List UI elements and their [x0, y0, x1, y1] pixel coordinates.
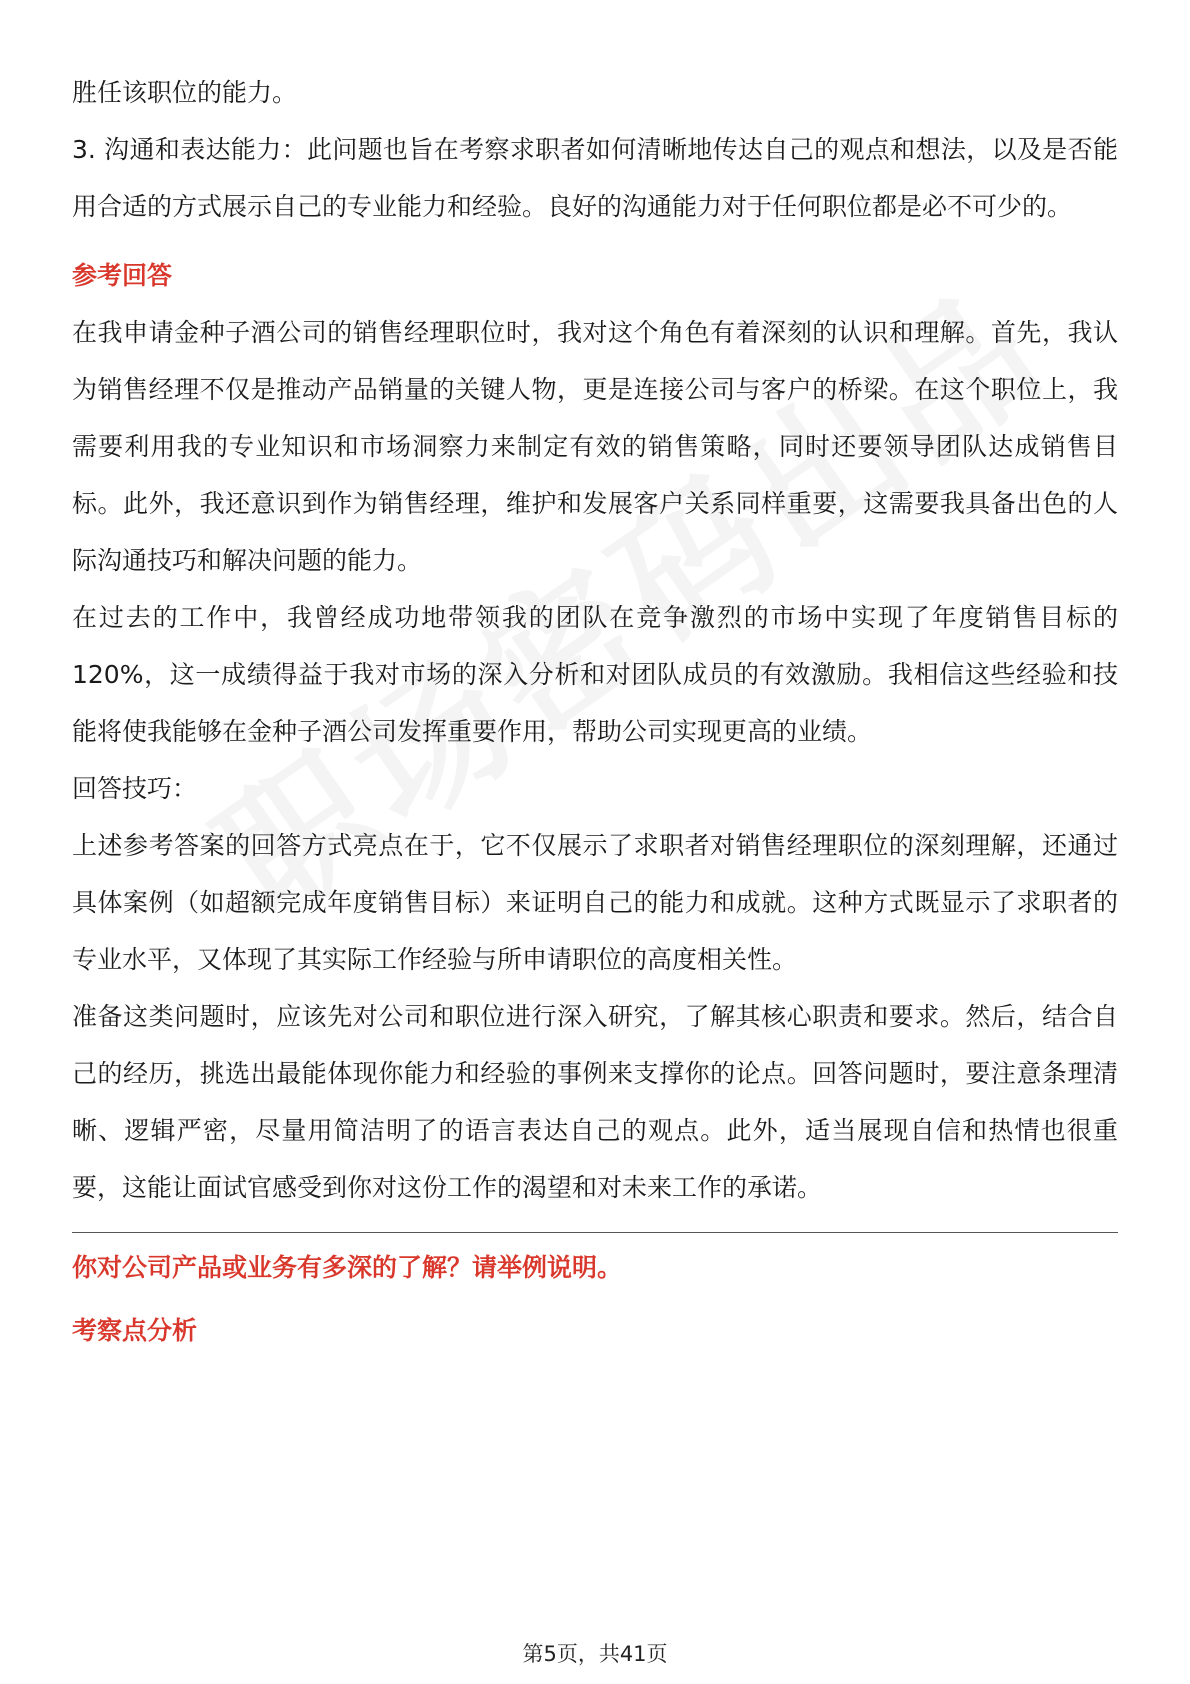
reference-answer-heading: 参考回答: [72, 261, 173, 290]
answer-tips-label: 回答技巧：: [72, 774, 198, 803]
reference-paragraph-2: 在过去的工作中，我曾经成功地带领我的团队在竞争激烈的市场中实现了年度销售目标的120%，这一成绩得益于我对市场的深入分析和对团队成员的有效激励。我相信这些经验和技能将使我能够在金种子酒公司发挥重要作用，帮助公司实现更高的业绩。: [72, 603, 1118, 746]
analysis-heading: 考察点分析: [72, 1316, 198, 1345]
paragraph-intro-1: 胜任该职位的能力。: [72, 78, 298, 107]
reference-paragraph-1: 在我申请金种子酒公司的销售经理职位时，我对这个角色有着深刻的认识和理解。首先，我认为销售经理不仅是推动产品销量的关键人物，更是连接公司与客户的桥梁。在这个职位上，我需要利用我的专业知识和市场洞察力来制定有效的销售策略，同时还要领导团队达成销售目标。此外，我还意识到作为销售经理，维护和发展客户关系同样重要，这需要我具备出色的人际沟通技巧和解决问题的能力。: [72, 318, 1118, 575]
paragraph-intro-2: 3. 沟通和表达能力：此问题也旨在考察求职者如何清晰地传达自己的观点和想法，以及是否能用合适的方式展示自己的专业能力和经验。良好的沟通能力对于任何职位都是必不可少的。: [72, 135, 1118, 221]
page-footer: 第5页，共41页: [522, 1642, 668, 1666]
next-question-heading: 你对公司产品或业务有多深的了解？请举例说明。: [72, 1253, 623, 1282]
reference-paragraph-4: 准备这类问题时，应该先对公司和职位进行深入研究，了解其核心职责和要求。然后，结合自己的经历，挑选出最能体现你能力和经验的事例来支撑你的论点。回答问题时，要注意条理清晰、逻辑严密，尽量用简洁明了的语言表达自己的观点。此外，适当展现自信和热情也很重要，这能让面试官感受到你对这份工作的渴望和对未来工作的承诺。: [72, 1002, 1118, 1202]
reference-paragraph-3: 上述参考答案的回答方式亮点在于，它不仅展示了求职者对销售经理职位的深刻理解，还通过具体案例（如超额完成年度销售目标）来证明自己的能力和成就。这种方式既显示了求职者的专业水平，又体现了其实际工作经验与所申请职位的高度相关性。: [72, 831, 1118, 974]
section-divider: [72, 1232, 1118, 1233]
document-body: [72, 64, 1118, 1359]
